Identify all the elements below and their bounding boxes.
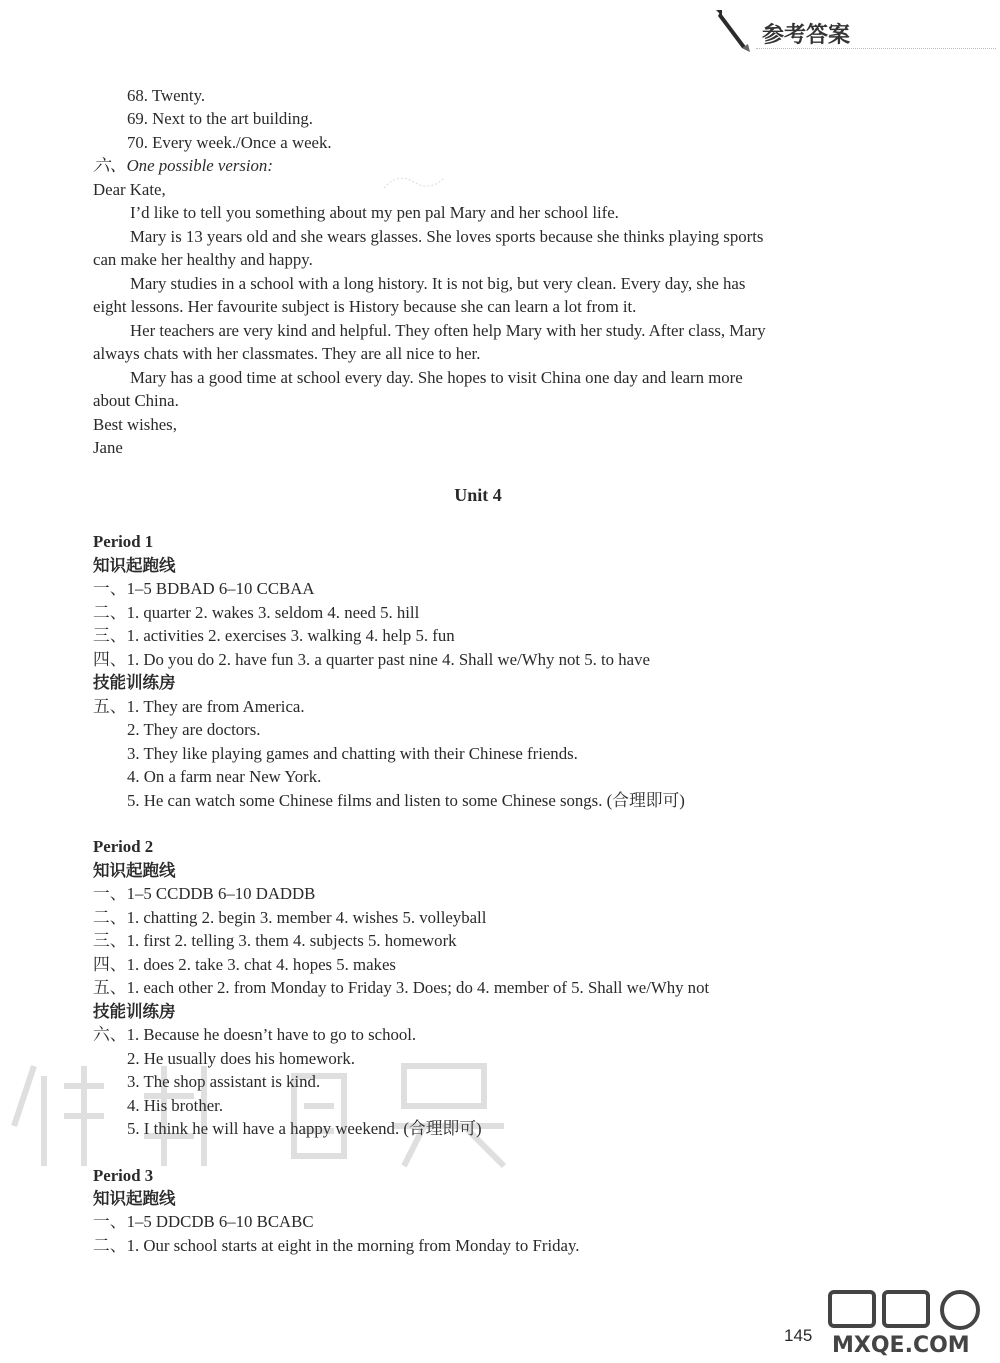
section-subheading: 知识起跑线 xyxy=(93,556,176,575)
answer-line: 3. They like playing games and chatting with their Chinese friends. xyxy=(127,744,578,763)
answer-line: 69. Next to the art building. xyxy=(127,109,313,128)
answer-line: 二、1. quarter 2. wakes 3. seldom 4. need 5. hill xyxy=(93,603,420,622)
answer-line: 五、1. They are from America. xyxy=(93,697,305,716)
answer-line: Dear Kate, xyxy=(93,180,166,199)
faint-stamp-mark xyxy=(378,168,448,196)
section-subheading: 知识起跑线 xyxy=(93,861,176,880)
header-rule xyxy=(756,48,996,49)
answer-line: Jane xyxy=(93,438,123,457)
answer-line: 一、1–5 BDBAD 6–10 CCBAA xyxy=(93,579,315,598)
answer-line: 四、1. does 2. take 3. chat 4. hopes 5. makes xyxy=(93,955,396,974)
period-heading: Period 2 xyxy=(93,837,154,856)
section-subheading: 知识起跑线 xyxy=(93,1189,176,1208)
answer-line: 2. He usually does his homework. xyxy=(127,1049,355,1068)
answer-line: eight lessons. Her favourite subject is History because she can learn a lot from it. xyxy=(93,297,637,316)
answer-line: always chats with her classmates. They are all nice to her. xyxy=(93,344,481,363)
answer-line: can make her healthy and happy. xyxy=(93,250,313,269)
answer-line: 4. His brother. xyxy=(127,1096,224,1115)
answer-line: 2. They are doctors. xyxy=(127,720,261,739)
answer-line: 4. On a farm near New York. xyxy=(127,767,322,786)
answer-line: 二、1. Our school starts at eight in the morning from Monday to Friday. xyxy=(93,1236,580,1255)
header-title: 参考答案 xyxy=(762,23,851,48)
answer-line: I’d like to tell you something about my pen pal Mary and her school life. xyxy=(130,203,619,222)
section-subheading: 技能训练房 xyxy=(93,1002,176,1021)
answer-line: 3. The shop assistant is kind. xyxy=(127,1072,321,1091)
answer-line: 五、1. each other 2. from Monday to Friday 3. Does; do 4. member of 5. Shall we/Why not xyxy=(93,978,710,997)
site-watermark-logo xyxy=(822,1286,994,1358)
page-header xyxy=(706,6,996,56)
composition-intro: 六、One possible version: xyxy=(93,156,273,175)
answer-line: 三、1. first 2. telling 3. them 4. subjects 5. homework xyxy=(93,931,457,950)
answer-line: Mary has a good time at school every day. She hopes to visit China one day and learn more xyxy=(130,368,743,387)
answer-line: 70. Every week./Once a week. xyxy=(127,133,332,152)
answer-line: 二、1. chatting 2. begin 3. member 4. wishes 5. volleyball xyxy=(93,908,487,927)
period-heading: Period 3 xyxy=(93,1166,154,1185)
answer-line: 68. Twenty. xyxy=(127,86,206,105)
answer-line: about China. xyxy=(93,391,179,410)
watermark-graphic xyxy=(4,1046,524,1176)
section-subheading: 技能训练房 xyxy=(93,673,176,692)
answer-line: Best wishes, xyxy=(93,415,177,434)
answer-line: 一、1–5 CCDDB 6–10 DADDB xyxy=(93,884,316,903)
answer-line: 六、1. Because he doesn’t have to go to school. xyxy=(93,1025,417,1044)
answer-line: Her teachers are very kind and helpful. They often help Mary with her study. After class, Mary xyxy=(130,321,766,340)
unit-heading: Unit 4 xyxy=(454,485,502,505)
answer-line: Mary is 13 years old and she wears glasses. She loves sports because she thinks playing sports xyxy=(130,227,764,246)
page-number: 145 xyxy=(784,1326,813,1345)
pen-icon xyxy=(714,8,760,56)
period-heading: Period 1 xyxy=(93,532,154,551)
site-watermark-text: MXQE.COM xyxy=(832,1333,970,1358)
answer-line: Mary studies in a school with a long history. It is not big, but very clean. Every day, she has xyxy=(130,274,746,293)
answer-line: 一、1–5 DDCDB 6–10 BCABC xyxy=(93,1212,314,1231)
answer-line: 四、1. Do you do 2. have fun 3. a quarter past nine 4. Shall we/Why not 5. to have xyxy=(93,650,650,669)
answer-line: 5. I think he will have a happy weekend. (合理即可) xyxy=(127,1119,482,1138)
answer-line: 三、1. activities 2. exercises 3. walking 4. help 5. fun xyxy=(93,626,455,645)
answer-line: 5. He can watch some Chinese films and listen to some Chinese songs. (合理即可) xyxy=(127,791,685,810)
